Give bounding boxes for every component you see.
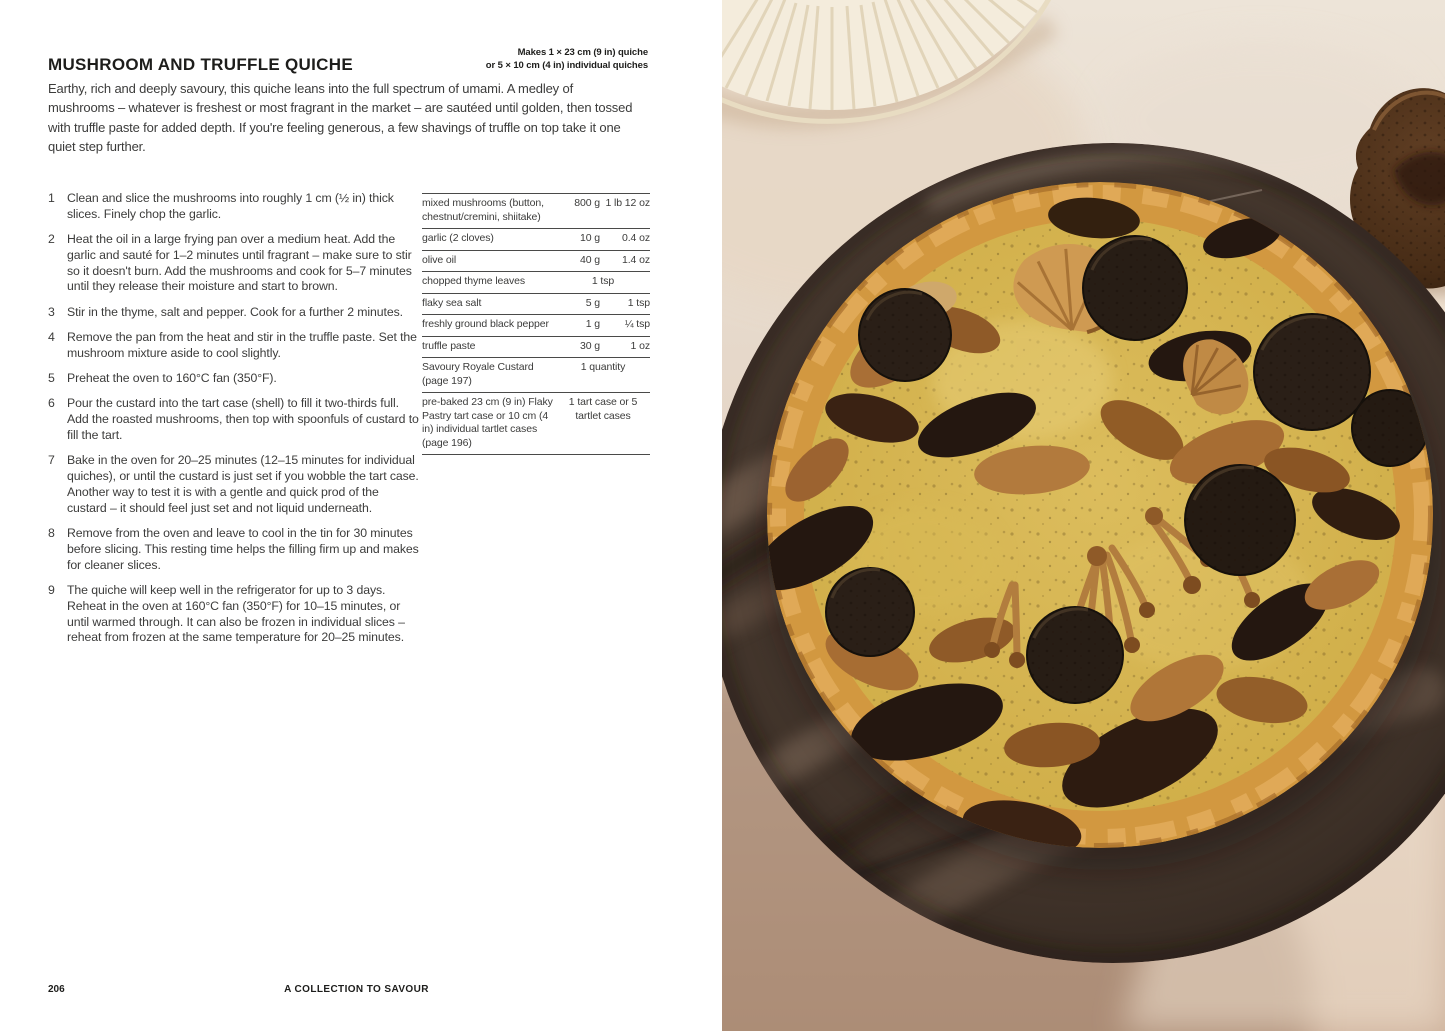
ingredient-metric: 40 g (556, 250, 600, 272)
ingredient-name: Savoury Royale Custard (page 197) (422, 358, 556, 393)
ingredient-name: garlic (2 cloves) (422, 229, 556, 251)
step-text: Remove from the oven and leave to cool in the tin for 30 minutes before slicing. This resting time helps the filling firm up and makes for cleaner slices. (67, 526, 419, 572)
ingredient-row (422, 336, 650, 358)
ingredient-name: pre-baked 23 cm (9 in) Flaky Pastry tart case or 10 cm (4 in) individual tartlet cases (page 196) (422, 393, 556, 455)
method-step (48, 371, 419, 387)
method-step (48, 232, 419, 295)
ingredient-imperial: 0.4 oz (600, 229, 650, 251)
yield-note (486, 47, 648, 72)
method-steps (48, 191, 422, 656)
yield-line-1: Makes 1 × 23 cm (9 in) quiche (517, 47, 648, 58)
method-step (48, 526, 419, 573)
ingredient-metric: 800 g (556, 194, 600, 229)
ingredient-row (422, 194, 650, 229)
page-title: MUSHROOM AND TRUFFLE QUICHE (48, 55, 353, 75)
ingredient-imperial: 1.4 oz (600, 250, 650, 272)
ingredient-metric: 10 g (556, 229, 600, 251)
yield-line-2: or 5 × 10 cm (4 in) individual quiches (485, 59, 648, 71)
step-number: 1 (48, 191, 55, 205)
intro-line: mushrooms – whatever is freshest or most fragrant in the market – are sautéed until golden, then tossed (48, 100, 633, 116)
ingredient-row (422, 393, 650, 455)
method-step (48, 453, 419, 516)
ingredient-row (422, 250, 650, 272)
ingredient-quantity: 1 tart case or 5 tartlet cases (556, 393, 650, 455)
step-text: The quiche will keep well in the refrigerator for up to 3 days. Reheat in the oven at 160°C fan (350°F) for 10–15 minutes, or until warmed through. It can also be frozen in individual slices – reheat from frozen at the same temperature for 20–25 minutes. (67, 582, 405, 645)
ingredient-name: flaky sea salt (422, 293, 556, 315)
ingredient-name: chopped thyme leaves (422, 272, 556, 294)
step-number: 2 (48, 232, 55, 247)
step-number: 4 (48, 330, 55, 345)
ingredient-metric: 1 g (556, 315, 600, 337)
ingredient-row (422, 293, 650, 315)
method-step (48, 396, 419, 443)
ingredient-row (422, 315, 650, 337)
step-number: 7 (48, 453, 55, 468)
ingredient-row (422, 358, 650, 393)
step-number: 9 (48, 582, 55, 597)
ingredient-name: freshly ground black pepper (422, 315, 556, 337)
step-text: Pour the custard into the tart case (shell) to fill it two-thirds full. Add the roasted mushrooms, then top with spoonfuls of custard to fill the tart. (67, 396, 419, 443)
ingredient-metric: 30 g (556, 336, 600, 358)
step-text: Heat the oil in a large frying pan over a medium heat. Add the garlic and sauté for 1–2 minutes until fragrant – make sure to stir so it doesn't burn. Add the mushrooms and cook for 5–7 minutes until they release their moisture and start to brown. (67, 232, 412, 294)
intro-line: with truffle paste for added depth. If you're feeling generous, a few shavings of truffle on top take it one (48, 119, 621, 135)
ingredient-row (422, 272, 650, 294)
ingredient-imperial: 1 lb 12 oz (600, 194, 650, 229)
step-text: Remove the pan from the heat and stir in the truffle paste. Set the mushroom mixture aside to cool slightly. (67, 330, 417, 360)
step-number: 6 (48, 396, 55, 411)
ingredient-name: mixed mushrooms (button, chestnut/cremini, shiitake) (422, 194, 556, 229)
ingredient-name: olive oil (422, 250, 556, 272)
method-step (48, 583, 419, 646)
quiche-photo (722, 0, 1445, 1031)
step-number: 5 (48, 371, 55, 386)
step-text: Preheat the oven to 160°C fan (350°F). (67, 371, 277, 386)
method-step (48, 191, 419, 223)
recipe-page (0, 0, 713, 1031)
ingredient-name: truffle paste (422, 336, 556, 358)
step-text: Clean and slice the mushrooms into roughly 1 cm (½ in) thick slices. Finely chop the garlic. (67, 191, 394, 221)
intro-line: Earthy, rich and deeply savoury, this quiche leans into the full spectrum of umami. A medley of (48, 81, 574, 96)
ingredient-metric: 5 g (556, 293, 600, 315)
ingredient-imperial: 1 tsp (600, 293, 650, 315)
ingredient-row (422, 229, 650, 251)
intro-line: quiet step further. (48, 138, 146, 154)
quiche-photo-illustration (722, 0, 1445, 1031)
ingredient-imperial: 1 oz (600, 336, 650, 358)
method-step (48, 305, 419, 321)
ingredient-quantity: 1 quantity (556, 358, 650, 393)
step-text: Bake in the oven for 20–25 minutes (12–15 minutes for individual quiches), or until the custard is just set if you wobble the tart case. Another way to test it is with a gentle and quick prod of the custard – it should feel just set and not liquid underneath. (67, 453, 419, 515)
method-step (48, 330, 419, 362)
page-number: 206 (48, 984, 65, 995)
ingredients-table (422, 193, 650, 455)
ingredient-imperial: ¼ tsp (600, 315, 650, 337)
step-number: 8 (48, 526, 55, 541)
step-number: 3 (48, 304, 55, 319)
recipe-intro (48, 79, 632, 156)
ingredient-quantity: 1 tsp (556, 272, 650, 294)
running-title: A COLLECTION TO SAVOUR (284, 984, 429, 995)
step-text: Stir in the thyme, salt and pepper. Cook for a further 2 minutes. (67, 304, 403, 319)
